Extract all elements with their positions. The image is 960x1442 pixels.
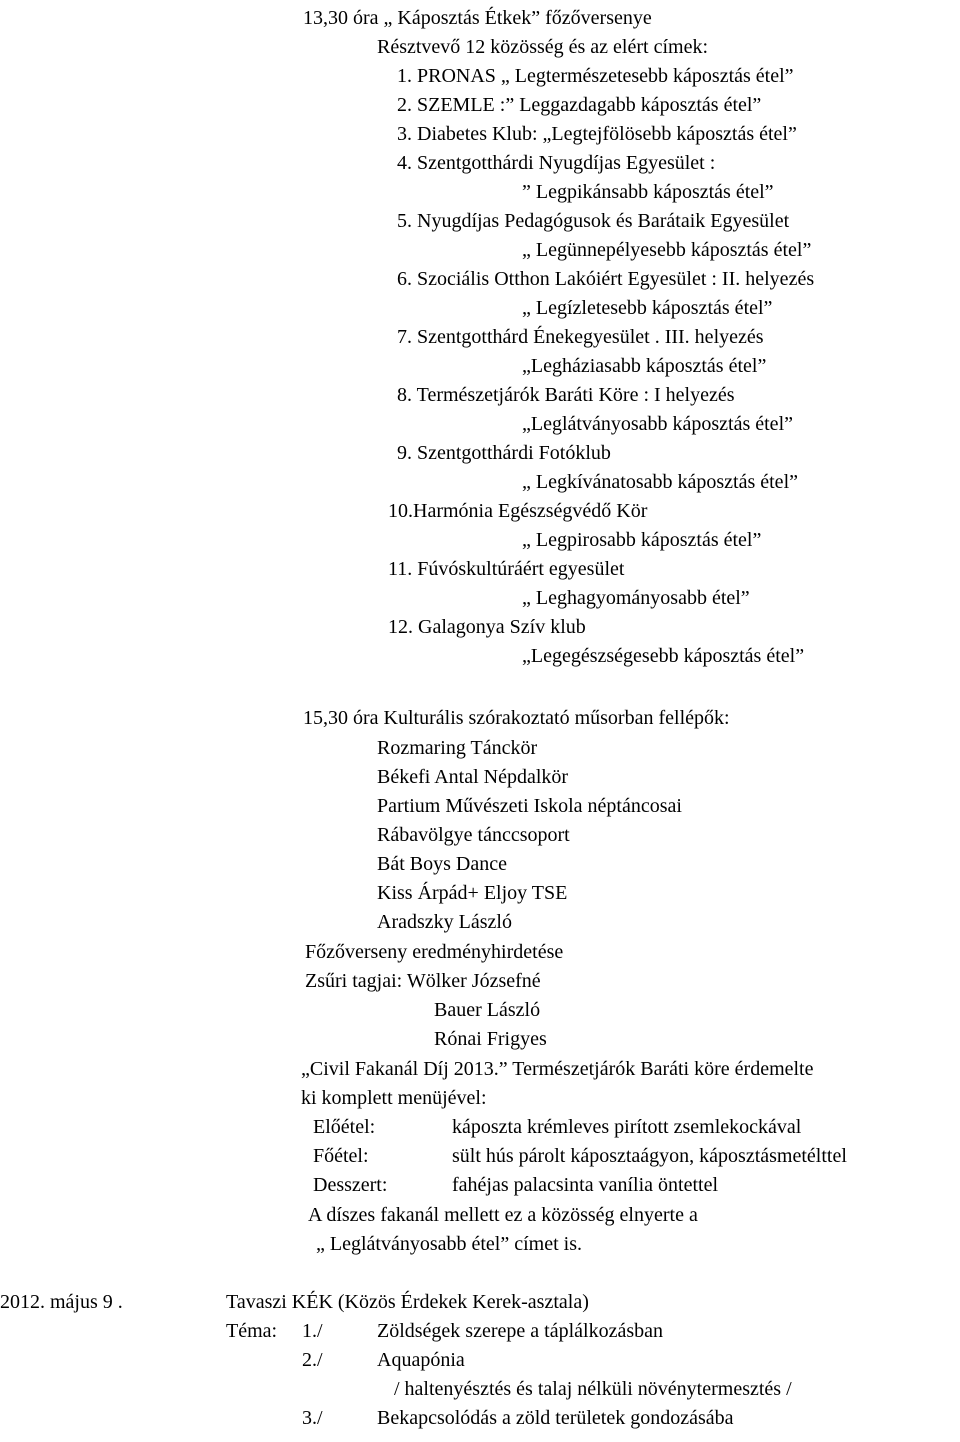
award-line-2: ki komplett menüjével: [301,1087,487,1109]
topic-3-num: 3./ [302,1407,323,1429]
jury-member-2: Bauer László [434,999,541,1021]
entry-8-title: „Leglátványosabb káposztás étel” [522,413,793,435]
entry-11-group: 11. Fúvóskultúráért egyesület [388,558,625,580]
entry-11-title: „ Leghagyományosabb étel” [522,587,750,609]
event2-title: Tavaszi KÉK (Közös Érdekek Kerek-asztala) [226,1291,589,1313]
menu-course-1: Előétel: [313,1116,376,1138]
menu-dish-1: káposzta krémleves pirított zsemlekockával [452,1116,802,1138]
entry-9-title: „ Legkívánatosabb káposztás étel” [522,471,798,493]
cooking-header: 13,30 óra „ Káposztás Étkek” főzőversenye [303,7,652,29]
award-line-1: „Civil Fakanál Díj 2013.” Természetjárók Baráti köre érdemelte [301,1058,814,1080]
jury-label: Zsűri tagjai: Wölker Józsefné [305,970,541,992]
jury-member-3: Rónai Frigyes [434,1028,547,1050]
topic-2-subtext: / haltenyésztés és talaj nélküli növénytermesztés / [394,1378,792,1400]
entry-3-group: 3. Diabetes Klub: „Legtejfölösebb káposztás étel” [397,123,797,145]
topic-1-text: Zöldségek szerepe a táplálkozásban [377,1320,663,1342]
event2-date: 2012. május 9 . [0,1291,123,1313]
entry-8-group: 8. Természetjárók Baráti Köre : I helyezés [397,384,735,406]
topic-1-num: 1./ [302,1320,323,1342]
entry-7-title: „Legháziasabb káposztás étel” [522,355,767,377]
topic-label: Téma: [226,1320,278,1342]
entry-1-group: 1. PRONAS „ Legtermészetesebb káposztás étel” [397,65,794,87]
entry-6-title: „ Legízletesebb káposztás étel” [522,297,773,319]
performer-5: Bát Boys Dance [377,853,507,875]
topic-2-text: Aquapónia [377,1349,465,1371]
menu-course-2: Főétel: [313,1145,369,1167]
performer-2: Békefi Antal Népdalkör [377,766,569,788]
entry-9-group: 9. Szentgotthárdi Fotóklub [397,442,611,464]
cooking-intro: Résztvevő 12 közösség és az elért címek: [377,36,708,58]
performer-4: Rábavölgye tánccsoport [377,824,570,846]
menu-course-3: Desszert: [313,1174,388,1196]
entry-10-group: 10.Harmónia Egészségvédő Kör [388,500,648,522]
entry-6-group: 6. Szociális Otthon Lakóiért Egyesület : II. helyezés [397,268,815,290]
program-header: 15,30 óra Kulturális szórakoztató műsorban fellépők: [303,707,730,729]
menu-dish-3: fahéjas palacsinta vanília öntettel [452,1174,718,1196]
entry-5-title: „ Legünnepélyesebb káposztás étel” [522,239,812,261]
entry-10-title: „ Legpirosabb káposztás étel” [522,529,762,551]
topic-3-text: Bekapcsolódás a zöld területek gondozásába [377,1407,734,1429]
menu-dish-2: sült hús párolt káposztaágyon, káposztásmetélttel [452,1145,847,1167]
entry-12-group: 12. Galagonya Szív klub [388,616,586,638]
entry-12-title: „Legegészségesebb káposztás étel” [522,645,805,667]
entry-5-group: 5. Nyugdíjas Pedagógusok és Barátaik Egyesület [397,210,790,232]
results-announcement: Főzőverseny eredményhirdetése [305,941,564,963]
closing-line-1: A díszes fakanál mellett ez a közösség elnyerte a [308,1204,698,1226]
entry-2-group: 2. SZEMLE :” Leggazdagabb káposztás étel” [397,94,762,116]
topic-2-num: 2./ [302,1349,323,1371]
performer-3: Partium Művészeti Iskola néptáncosai [377,795,682,817]
closing-line-2: „ Leglátványosabb étel” címet is. [316,1233,583,1255]
performer-1: Rozmaring Tánckör [377,737,538,759]
performer-6: Kiss Árpád+ Eljoy TSE [377,882,568,904]
performer-7: Aradszky László [377,911,512,933]
entry-7-group: 7. Szentgotthárd Énekegyesület . III. helyezés [397,326,764,348]
entry-4-group: 4. Szentgotthárdi Nyugdíjas Egyesület : [397,152,716,174]
entry-4-title: ” Legpikánsabb káposztás étel” [522,181,774,203]
